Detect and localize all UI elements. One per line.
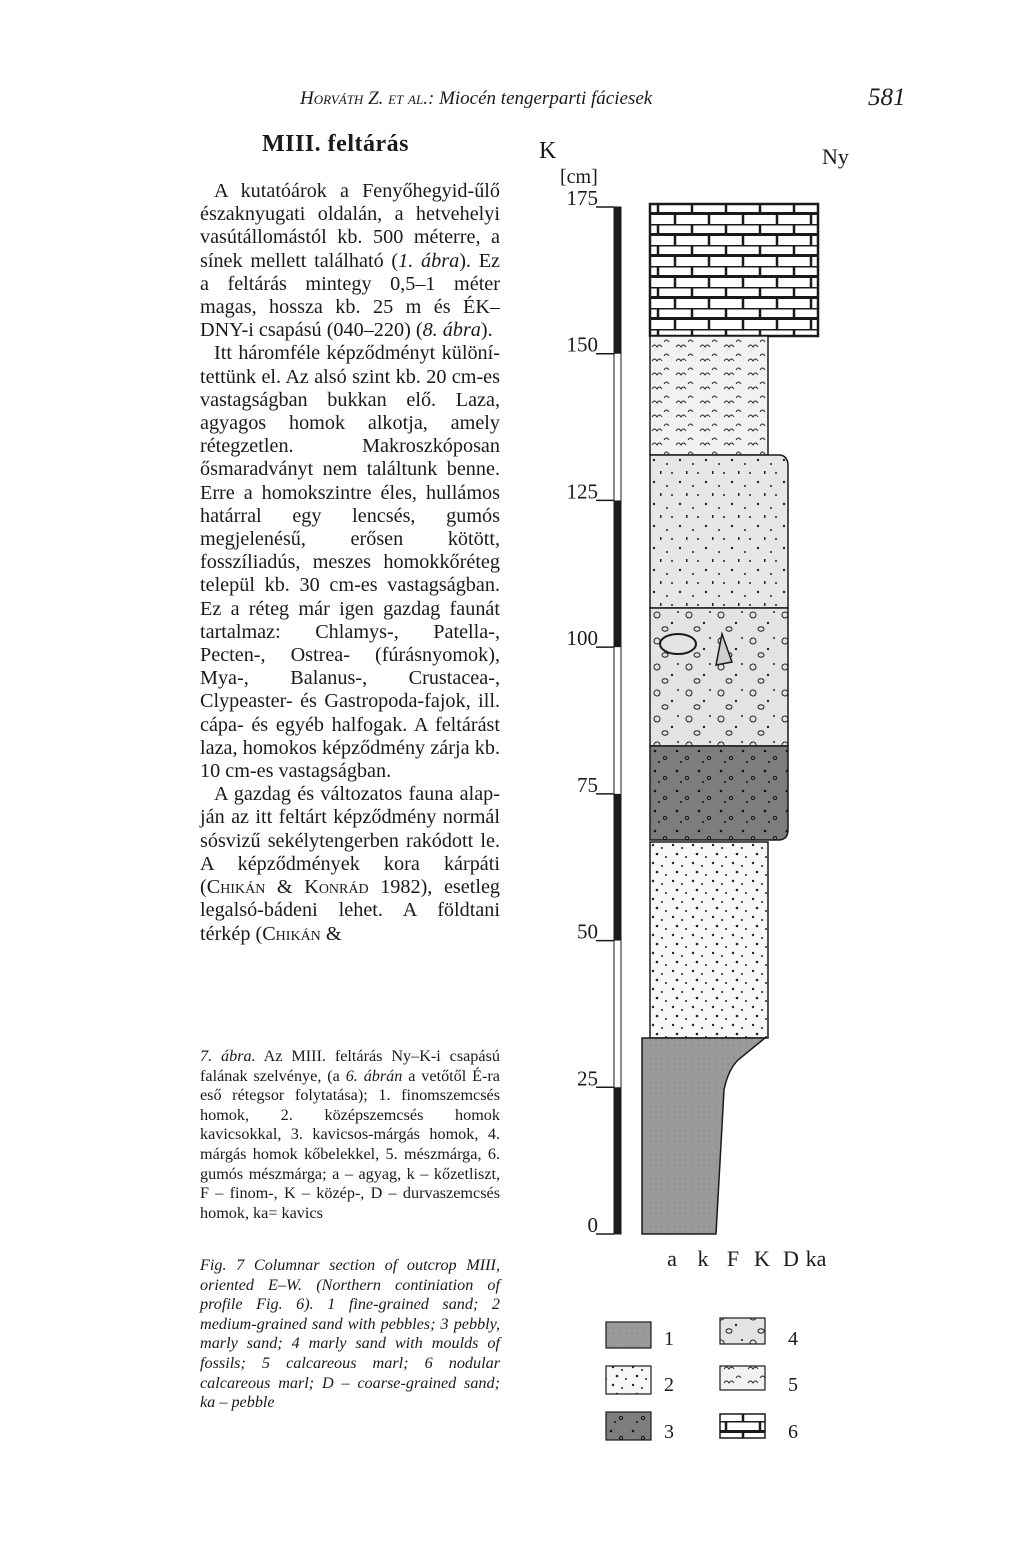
scale-tick-label: 50 — [577, 919, 598, 944]
layer-calcareous-marl — [650, 336, 768, 455]
scale-bar-segment — [614, 794, 621, 941]
layer-medium-sand-pebbles — [650, 842, 768, 1038]
grain-size-label: k — [697, 1246, 709, 1271]
legend-swatch-2 — [606, 1366, 651, 1394]
orientation-label-west: Ny — [822, 144, 849, 169]
lithology-column — [642, 204, 818, 1234]
legend-number-6: 6 — [788, 1421, 798, 1443]
paragraph-1-text-c: ). — [480, 319, 493, 342]
legend-swatch-6 — [720, 1414, 765, 1438]
scale-tick-label: 175 — [566, 186, 598, 210]
citation-and: & — [265, 876, 305, 899]
grain-size-label: a — [667, 1246, 677, 1271]
scale-bar-segment — [614, 1087, 621, 1234]
figure-ref: 8. ábra — [422, 319, 481, 342]
legend-swatch-3 — [606, 1412, 651, 1440]
grain-size-label: D — [783, 1246, 799, 1271]
paragraph-2: Itt háromféle képződményt különítettünk el. Az alsó szint kb. 20 cm-es vastagságban bukkan elő. Laza, agyagos homok alkotja, amely rétegzetlen. Makroszkóposan ősmaradványt nem találtunk benne. Erre a homokszintre éles, hullámos határral egy lencsés, gumós megjelenésű, erősen kötött, fosszíliadús, meszes homokkőréteg települ kb. 30 cm-es vastagságban. Ez a réteg már igen gazdag faunát tartalmaz: Chlamys-, Patella-, Pecten-, Ostrea- (fúrásnyomok), Mya-, Balanus-, Crustacea-, Clypeaster- és Gastropoda-fajok, ill. cápa- és egyéb halfogak. A feltárást laza, homokos képződmény zárja kb. 10 cm-es vastagságban. — [200, 342, 500, 783]
paragraph-1-text-a: A kutatóárok a Fenyőhegyid-űlő északnyugati oldalán, a hetvehelyi vasútállomástól kb. 500 méterre, a sínek mellett található ( — [200, 180, 500, 272]
grain-size-label: F — [726, 1246, 740, 1271]
legend-swatch-1 — [606, 1322, 651, 1348]
legend-number-1: 1 — [664, 1328, 674, 1350]
section-title: MIII. feltárás — [262, 131, 409, 157]
caption-label: 7. ábra. — [200, 1047, 256, 1065]
caption-text-b: a vetőtől É-ra eső rétegsor folytatása); 1. finomszemcsés homok, 2. középszemcsés homok kavicsokkal, 3. kavicsos-márgás homok, 4. márgás homok kőbelekkel, 5. mészmárga, 6. gumós mészmárga; a – agyag, k – kőzetliszt, F – finom-, K – közép-, D – durvaszemcsés homok, ka= kavics — [200, 1066, 500, 1222]
scale-bar-segment — [614, 500, 621, 647]
legend-number-2: 2 — [664, 1374, 674, 1396]
scale-ticks — [567, 186, 615, 1237]
scale-unit-label: [cm] — [560, 166, 598, 188]
legend-swatch-4 — [720, 1318, 765, 1344]
page-number: 581 — [868, 84, 906, 111]
paragraph-3-text-c: & — [320, 922, 342, 945]
scale-bar-segment — [614, 207, 621, 354]
grain-size-label: K — [754, 1246, 770, 1271]
lithology-legend — [606, 1318, 798, 1443]
running-author: Horváth Z. et al. — [300, 88, 428, 109]
scale-tick-label: 25 — [577, 1066, 598, 1091]
scale-tick-label: 0 — [587, 1213, 598, 1237]
paragraph-1-text-b: ). Ez a feltárás mintegy 0,5–1 méter magas, hossza kb. 25 m és ÉK–DNY-i csapású (040–220) ( — [200, 249, 500, 342]
scale-tick-label: 100 — [566, 626, 598, 651]
running-article-title: Miocén tengerparti fáciesek — [439, 88, 653, 109]
paragraph-3-text-a: A gazdag és változatos fauna alapján az itt feltárt képződmény normál sósvizű sekélytengerben rakódott le. A képződmények kora kárpáti ( — [200, 783, 500, 899]
citation-author: Chikán — [262, 922, 321, 945]
orientation-label-east: K — [539, 138, 557, 164]
caption-figure-ref: 6. ábrán — [345, 1066, 403, 1085]
figure-ref: 1. ábra — [398, 249, 460, 272]
layer-marly-sand-fossils — [650, 608, 788, 746]
running-title: Horváth Z. et al.: Miocén tengerparti fáciesek — [300, 88, 653, 109]
layer-nodular-calcareous-marl — [650, 204, 818, 336]
figure-caption-english: Fig. 7 Columnar section of outcrop MIII, oriented E–W. (Northern continiation of profile Fig. 6). 1 fine-grained sand; 2 medium-grained sand with pebbles; 3 pebbly, marly sand; 4 marly sand with moulds of fossils; 5 calcareous marl; 6 nodular calcareous marl; D – coarse-grained sand; ka – pebble — [200, 1256, 500, 1412]
fossil-mould-shell — [660, 634, 696, 654]
scale-tick-label: 75 — [577, 772, 598, 797]
legend-number-4: 4 — [788, 1328, 798, 1350]
grain-size-label: ka — [805, 1246, 827, 1271]
scale-tick-label: 150 — [566, 332, 598, 357]
caption-text-a: Az MIII. feltárás Ny–K-i csapású falának szelvénye, (a — [200, 1047, 500, 1085]
paragraph-3-text-b: 1982), esetleg legalsó-bádeni lehet. A földtani térkép ( — [200, 876, 500, 945]
grain-size-axis — [667, 1246, 827, 1271]
legend-number-3: 3 — [664, 1421, 674, 1443]
layer-marly-sand-fossils-upper — [650, 455, 788, 608]
legend-swatch-5 — [720, 1366, 765, 1390]
vertical-scale-bar — [614, 207, 621, 1234]
citation-author: Konrád — [304, 876, 369, 899]
citation-author: Chikán — [206, 876, 266, 899]
scale-tick-label: 125 — [566, 479, 598, 504]
legend-number-5: 5 — [788, 1374, 798, 1396]
layer-pebbly-marly-sand — [650, 746, 788, 840]
layer-fine-sand — [642, 1038, 765, 1234]
